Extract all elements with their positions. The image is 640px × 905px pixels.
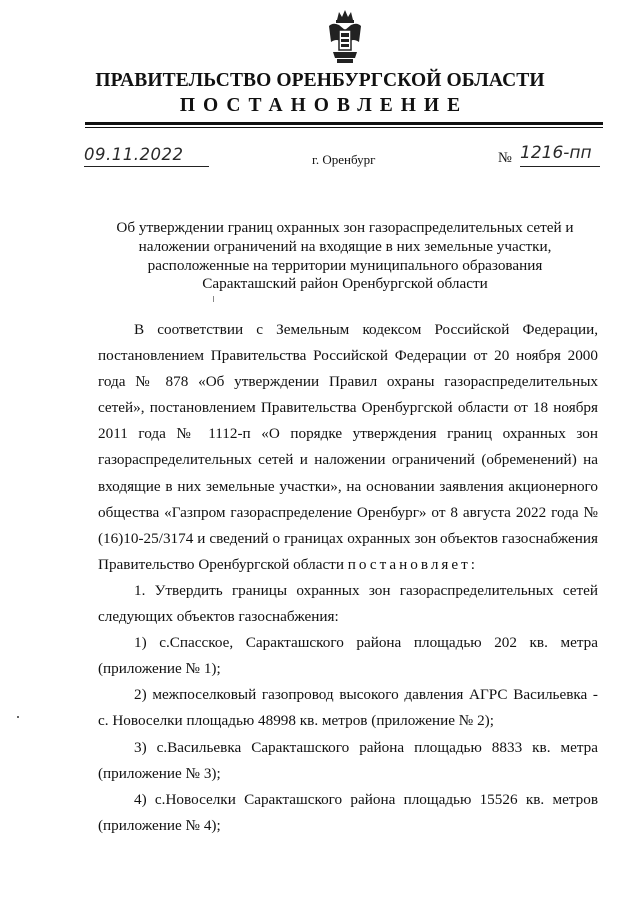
- government-name: ПРАВИТЕЛЬСТВО ОРЕНБУРГСКОЙ ОБЛАСТИ: [95, 70, 545, 91]
- document-type: ПОСТАНОВЛЕНИЕ: [179, 95, 469, 116]
- number-label: №: [498, 150, 512, 166]
- number-underline: [520, 166, 600, 167]
- list-item: 2) межпоселковый газопровод высокого давления АГРС Васильевка - с. Новоселки площадью 48998 кв. метров (приложение № 2);: [98, 686, 598, 730]
- list-item: 1) с.Спасское, Саракташского района площадью 202 кв. метра (приложение № 1);: [98, 634, 598, 678]
- subject-line: Об утверждении границ охранных зон газораспределительных сетей и: [116, 219, 574, 236]
- point-1: 1. Утвердить границы охранных зон газораспределительных сетей следующих объектов газоснабжения:: [98, 581, 598, 626]
- coat-of-arms-icon: [325, 8, 365, 66]
- scan-dot: [17, 716, 19, 718]
- resolves-word: постановляет:: [347, 555, 479, 573]
- subject-line: расположенные на территории муниципального образования: [147, 256, 543, 274]
- document-date: 09.11.2022: [84, 145, 184, 164]
- subject-line: наложении ограничений на входящие в них земельные участки,: [138, 237, 552, 255]
- scan-mark: [213, 296, 214, 302]
- list-item: 4) с.Новоселки Саракташского района площадью 15526 кв. метров (приложение № 4);: [98, 790, 598, 834]
- header-divider-thick: [85, 122, 603, 125]
- list-item: 3) с.Васильевка Саракташского района площадью 8833 кв. метра (приложение № 3);: [98, 738, 598, 782]
- document-city: г. Оренбург: [312, 152, 376, 167]
- document-body: [98, 317, 598, 839]
- header-divider-thin: [85, 127, 603, 128]
- subject-line: Саракташский район Оренбургской области: [202, 275, 488, 293]
- preamble-paragraph: [98, 317, 598, 578]
- document-subject: [100, 219, 590, 294]
- date-underline: [84, 166, 209, 167]
- document-number: 1216-пп: [520, 143, 592, 163]
- preamble-text: В соответствии с Земельным кодексом Российской Федерации, постановлением Правительства Российской Федерации от 20 ноября 2000 года № 878 «Об утверждении Правил охраны газораспределительных сетей», постановлением Правительства Оренбургской области от 18 ноября 2011 года № 1112-п «О порядке утверждения границ охранных зон газораспределительных сетей и наложении ограничений (обременений) на входящие в них земельные участки», на основании заявления акционерного общества «Газпром газораспределение Оренбург» от 8 августа 2022 года № (16)10-25/3174 и сведений о границах охранных зон объектов газоснабжения Правительство Оренбургской области: [98, 321, 598, 573]
